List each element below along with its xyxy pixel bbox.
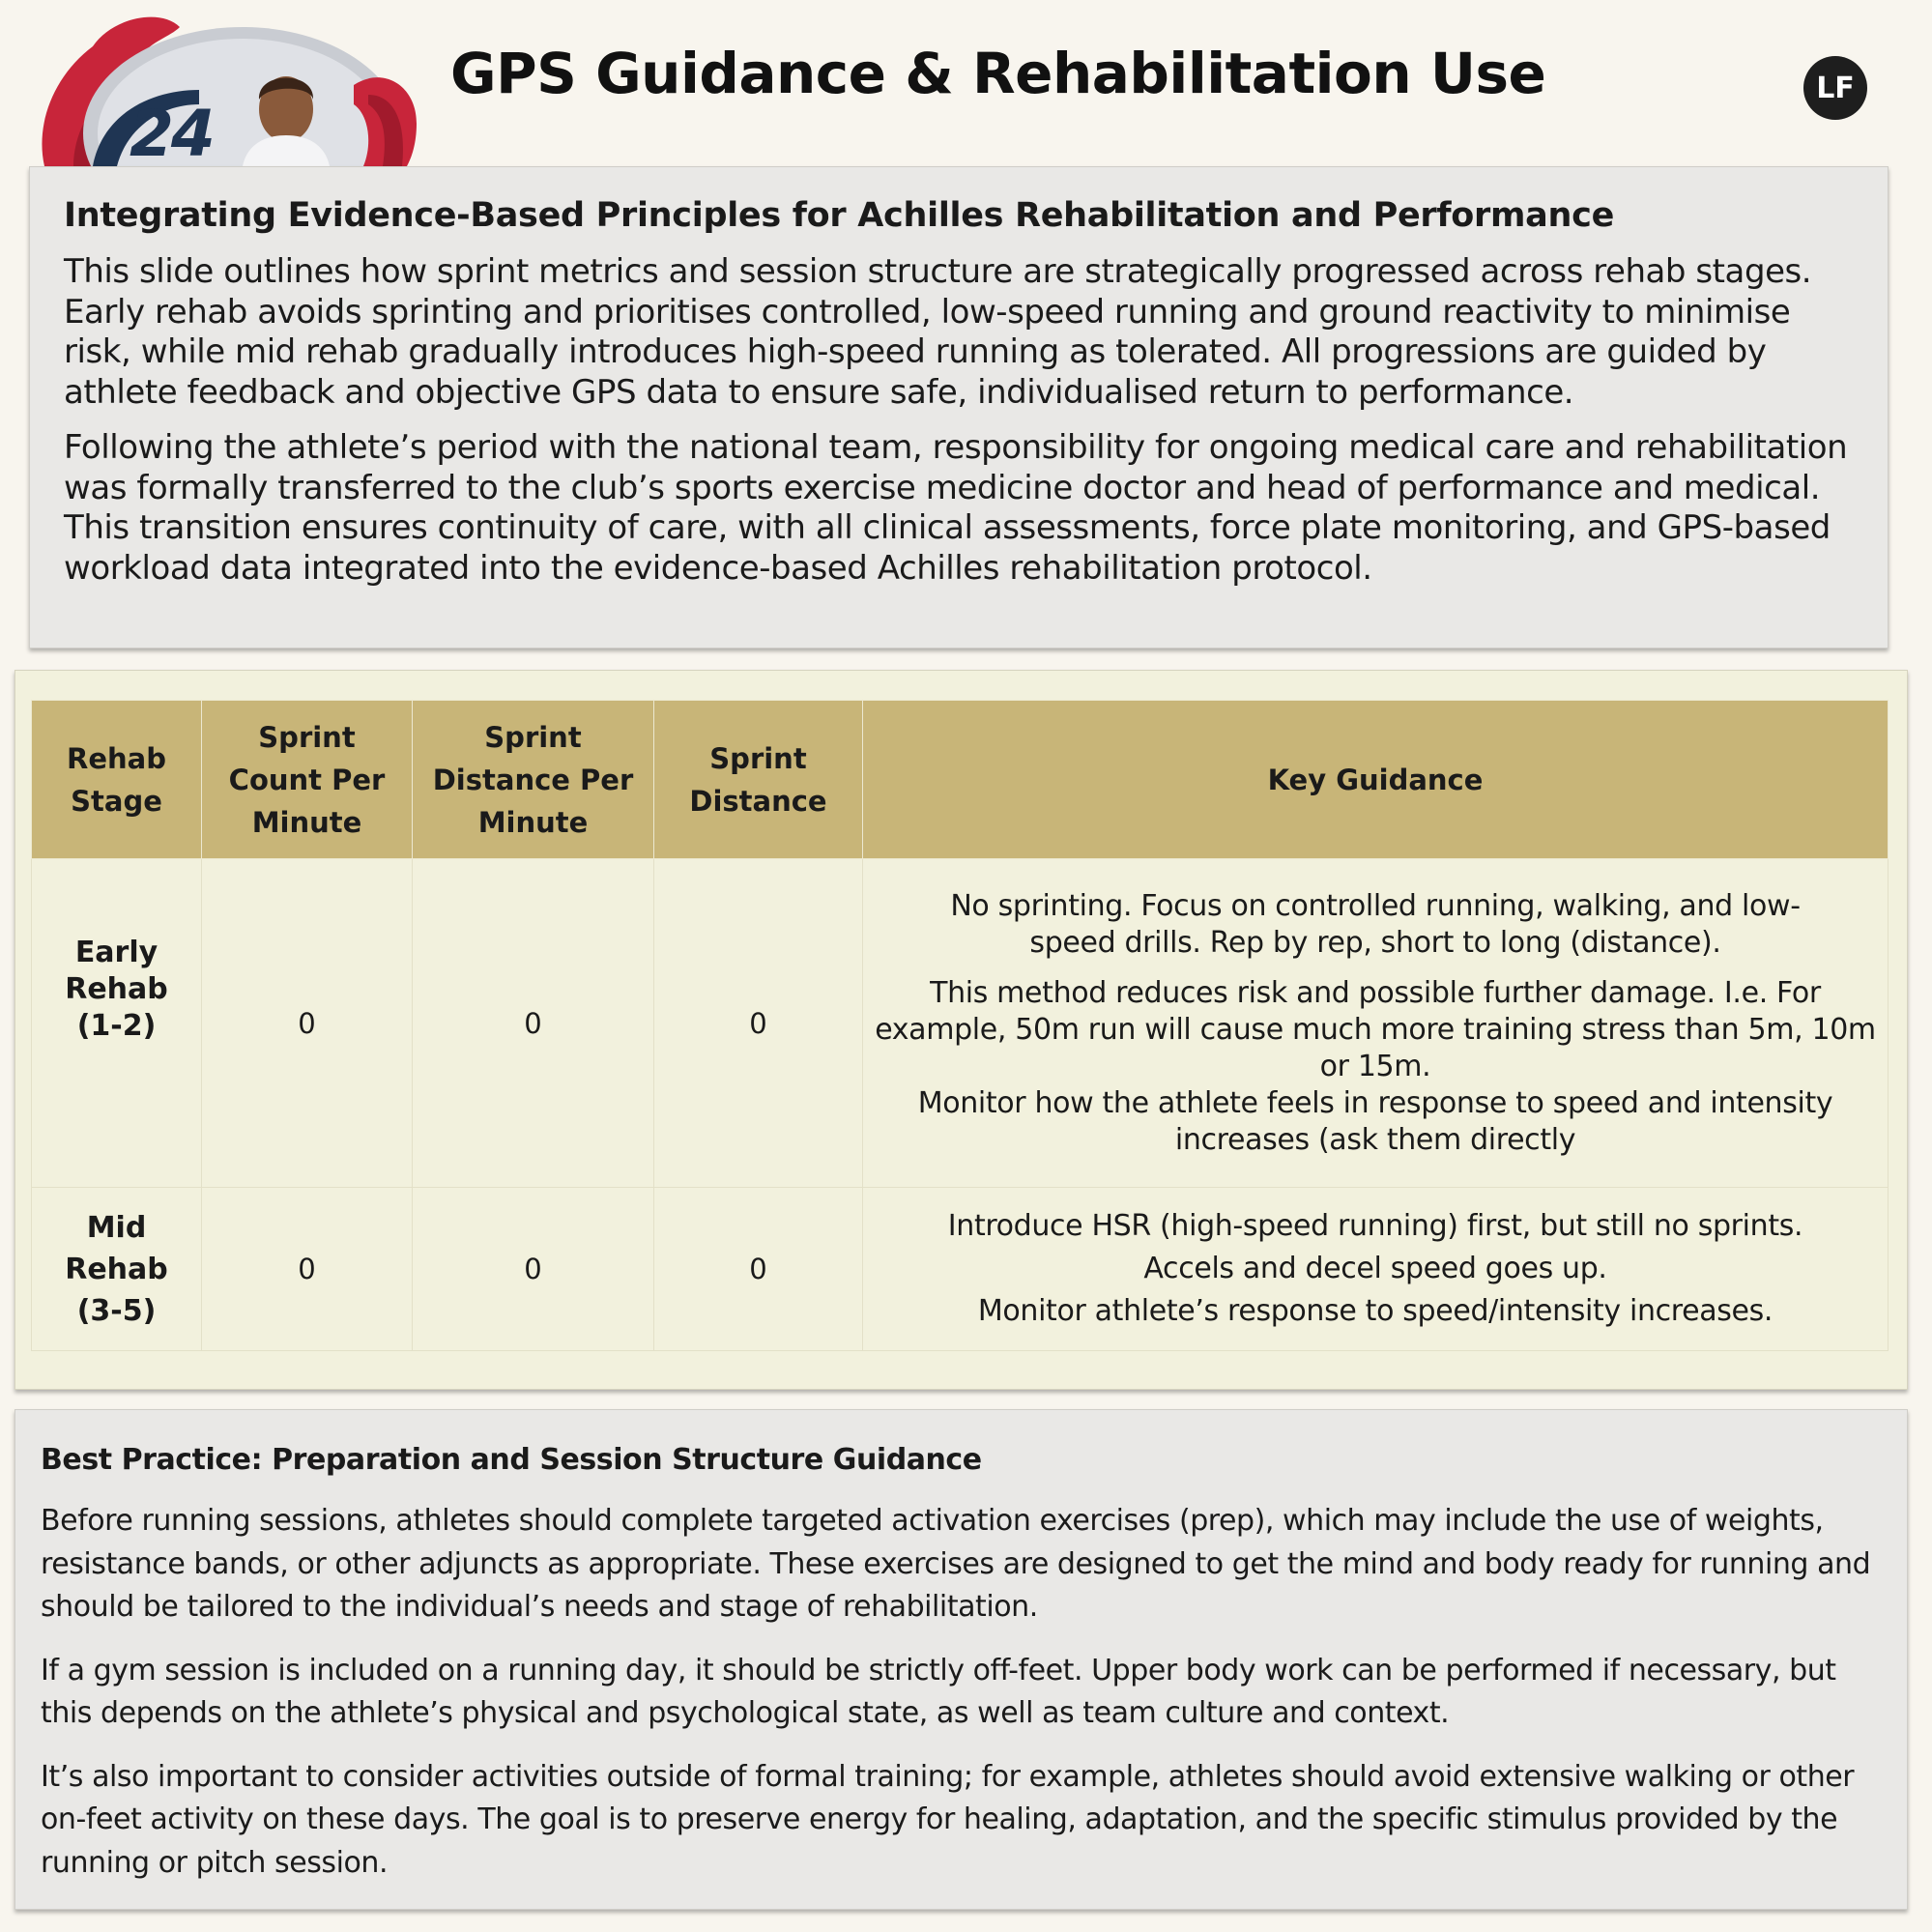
guidance-line: This method reduces risk and possible further damage. I.e. For example, 50m run will cause much more training stress than 5m, 10m or 15m. (875, 975, 1876, 1083)
intro-heading: Integrating Evidence-Based Principles for Achilles Rehabilitation and Performance (64, 196, 1615, 235)
key-guidance-cell (863, 1188, 1889, 1351)
sprint-count-cell: 0 (202, 859, 413, 1188)
guidance-line: No sprinting. Focus on controlled running, walking, and low-speed drills. Rep by rep, short to long (distance). (950, 888, 1801, 960)
sprint-distance-per-minute-cell: 0 (413, 1188, 654, 1351)
badge-graphic (35, 8, 421, 166)
table-row (32, 859, 1889, 1188)
brand-logo-icon: LF (1803, 56, 1867, 120)
intro-panel (29, 166, 1889, 649)
guidance-line: Introduce HSR (high-speed running) first, but still no sprints. (947, 1209, 1803, 1243)
header-sprint-count: Sprint Count Per Minute (202, 701, 413, 859)
rehab-table-panel (14, 670, 1908, 1390)
stage-cell: Mid Rehab (3-5) (32, 1188, 202, 1351)
guidance-line: Monitor how the athlete feels in response to speed and intensity increases (ask them directly (917, 1085, 1833, 1157)
best-practice-paragraph-1: Before running sessions, athletes should complete targeted activation exercises (prep), which may include the use of weights, resistance bands, or other adjuncts as appropriate. These exercises are designed to get the mind and body ready for running and should be tailored to the individual’s needs and stage of rehabilitation. (41, 1504, 1871, 1624)
badge-number: 24 (130, 97, 213, 166)
sprint-distance-per-minute-cell: 0 (413, 859, 654, 1188)
table-header-row (32, 701, 1889, 859)
best-practice-panel (14, 1409, 1908, 1910)
header-sprint-distance: Sprint Distance (654, 701, 863, 859)
sprint-distance-cell: 0 (654, 1188, 863, 1351)
page-title: GPS Guidance & Rehabilitation Use (450, 41, 1546, 106)
key-guidance-cell (863, 859, 1889, 1188)
best-practice-paragraph-3: It’s also important to consider activities outside of formal training; for example, athletes should avoid extensive walking or other on-feet activity on these days. The goal is to preserve energy for healing, adaptation, and the specific stimulus provided by the running or pitch session. (41, 1759, 1855, 1880)
page-header (0, 0, 1932, 166)
team-badge-logo (35, 8, 421, 166)
header-rehab-stage: Rehab Stage (32, 701, 202, 859)
header-sprint-distance-per-minute: Sprint Distance Per Minute (413, 701, 654, 859)
guidance-line: Accels and decel speed goes up. (1143, 1252, 1607, 1285)
table-row (32, 1188, 1889, 1351)
sprint-distance-cell: 0 (654, 859, 863, 1188)
best-practice-paragraph-2: If a gym session is included on a running day, it should be strictly off-feet. Upper body work can be performed if necessary, but this depends on the athlete’s physical and psychological state, as well as team culture and context. (41, 1653, 1836, 1730)
sprint-count-cell: 0 (202, 1188, 413, 1351)
intro-paragraph-2: Following the athlete’s period with the national team, responsibility for ongoing medical care and rehabilitation was formally transferred to the club’s sports exercise medicine doctor and head of performance and medical. This transition ensures continuity of care, with all clinical assessments, force plate monitoring, and GPS-based workload data integrated into the evidence-based Achilles rehabilitation protocol. (64, 428, 1848, 588)
rehab-stage-table (31, 700, 1889, 1351)
guidance-line: Monitor athlete’s response to speed/intensity increases. (977, 1294, 1773, 1328)
best-practice-heading: Best Practice: Preparation and Session Structure Guidance (41, 1443, 982, 1477)
stage-cell: Early Rehab (1-2) (32, 859, 202, 1188)
header-key-guidance: Key Guidance (863, 701, 1889, 859)
intro-paragraph-1: This slide outlines how sprint metrics and session structure are strategically progressed across rehab stages. Early rehab avoids sprinting and prioritises controlled, low-speed running and ground reactivity to minimise risk, while mid rehab gradually introduces high-speed running as tolerated. All progressions are guided by athlete feedback and objective GPS data to ensure safe, individualised return to performance. (64, 252, 1812, 412)
